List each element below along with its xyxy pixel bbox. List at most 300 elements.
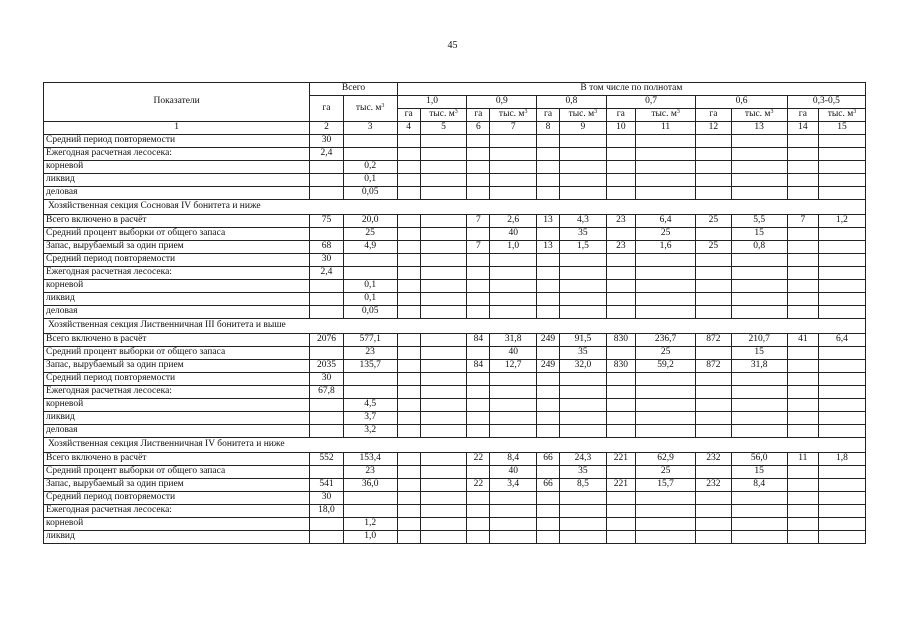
- table-cell: 3,4: [490, 479, 537, 492]
- table-cell: [635, 518, 695, 531]
- table-cell: [343, 492, 397, 505]
- table-cell: [818, 306, 865, 319]
- table-cell: [537, 347, 560, 360]
- table-row: [44, 505, 866, 518]
- table-cell: [537, 386, 560, 399]
- table-cell: [397, 425, 420, 438]
- table-cell: 552: [310, 453, 343, 466]
- table-cell: [397, 453, 420, 466]
- table-cell: [696, 373, 731, 386]
- table-cell: [731, 386, 787, 399]
- table-cell: 3,7: [343, 412, 397, 425]
- table-cell: [635, 399, 695, 412]
- table-cell: [420, 215, 467, 228]
- table-cell: [397, 228, 420, 241]
- table-row: [44, 215, 866, 228]
- table-cell: [606, 135, 635, 148]
- table-cell: [537, 228, 560, 241]
- table-cell: [787, 425, 818, 438]
- table-cell: 66: [537, 453, 560, 466]
- header-density-ha: га: [606, 109, 635, 122]
- table-cell: [818, 228, 865, 241]
- table-cell: [397, 241, 420, 254]
- table-row: [44, 479, 866, 492]
- row-label: Средний период повторяемости: [44, 135, 310, 148]
- table-cell: 11: [787, 453, 818, 466]
- table-cell: [559, 531, 606, 544]
- table-cell: [397, 161, 420, 174]
- table-cell: [787, 492, 818, 505]
- table-cell: [818, 425, 865, 438]
- table-cell: 5,5: [731, 215, 787, 228]
- row-label: деловая: [44, 306, 310, 319]
- table-cell: [818, 531, 865, 544]
- table-cell: [559, 293, 606, 306]
- column-number: 9: [559, 122, 606, 135]
- table-cell: 31,8: [731, 360, 787, 373]
- table-row: [44, 373, 866, 386]
- table-cell: [537, 161, 560, 174]
- table-cell: [467, 293, 490, 306]
- table-cell: [787, 174, 818, 187]
- header-density-vol: тыс. $м^3$: [635, 109, 695, 122]
- table-cell: 67,8: [310, 386, 343, 399]
- table-cell: [537, 399, 560, 412]
- section-title: Хозяйственная секция Сосновая IV бонитета и ниже: [44, 200, 866, 215]
- column-number: 5: [420, 122, 467, 135]
- table-cell: 232: [696, 479, 731, 492]
- table-row: [44, 466, 866, 479]
- row-label: ликвид: [44, 293, 310, 306]
- table-cell: [420, 241, 467, 254]
- table-cell: [731, 373, 787, 386]
- row-label: Запас, вырубаемый за один прием: [44, 241, 310, 254]
- row-label: ликвид: [44, 531, 310, 544]
- table-cell: [731, 293, 787, 306]
- column-number: 11: [635, 122, 695, 135]
- table-cell: 830: [606, 360, 635, 373]
- table-cell: [787, 228, 818, 241]
- table-cell: [696, 187, 731, 200]
- table-cell: [731, 267, 787, 280]
- table-cell: [606, 347, 635, 360]
- table-cell: [420, 518, 467, 531]
- table-cell: 1,0: [343, 531, 397, 544]
- table-row: [44, 228, 866, 241]
- table-cell: [310, 161, 343, 174]
- column-number: 8: [537, 122, 560, 135]
- table-cell: [537, 518, 560, 531]
- table-cell: [397, 412, 420, 425]
- table-cell: [490, 505, 537, 518]
- table-cell: [467, 161, 490, 174]
- table-cell: [420, 267, 467, 280]
- header-density-ha: га: [397, 109, 420, 122]
- table-cell: 541: [310, 479, 343, 492]
- table-row: [44, 386, 866, 399]
- table-cell: [397, 479, 420, 492]
- row-label: Средний процент выборки от общего запаса: [44, 347, 310, 360]
- table-cell: [635, 135, 695, 148]
- table-cell: 15: [731, 466, 787, 479]
- table-cell: [397, 334, 420, 347]
- table-cell: 1,6: [635, 241, 695, 254]
- header-by-density: В том числе по полнотам: [397, 83, 865, 96]
- column-number: 7: [490, 122, 537, 135]
- table-cell: [635, 148, 695, 161]
- table-cell: [635, 386, 695, 399]
- table-cell: [343, 505, 397, 518]
- column-number: 2: [310, 122, 343, 135]
- table-cell: [420, 479, 467, 492]
- table-cell: [467, 228, 490, 241]
- table-cell: [467, 518, 490, 531]
- table-cell: 1,0: [490, 241, 537, 254]
- table-cell: [467, 412, 490, 425]
- table-cell: [606, 228, 635, 241]
- table-row: [44, 293, 866, 306]
- header-indicators: Показатели: [44, 83, 310, 122]
- table-row: [44, 174, 866, 187]
- table-cell: 2,6: [490, 215, 537, 228]
- table-cell: 0,1: [343, 280, 397, 293]
- table-cell: [606, 466, 635, 479]
- table-cell: 68: [310, 241, 343, 254]
- table-cell: [787, 399, 818, 412]
- table-cell: [635, 293, 695, 306]
- table-cell: [818, 479, 865, 492]
- table-cell: [467, 174, 490, 187]
- table-cell: 62,9: [635, 453, 695, 466]
- table-row: [44, 306, 866, 319]
- table-cell: 13: [537, 215, 560, 228]
- row-label: корневой: [44, 280, 310, 293]
- table-cell: [635, 492, 695, 505]
- page-number: 45: [447, 40, 458, 51]
- table-cell: [559, 254, 606, 267]
- table-cell: [818, 280, 865, 293]
- table-cell: [467, 399, 490, 412]
- table-cell: [490, 373, 537, 386]
- column-number: 12: [696, 122, 731, 135]
- column-number: 15: [818, 122, 865, 135]
- table-cell: 8,4: [490, 453, 537, 466]
- table-cell: [696, 505, 731, 518]
- table-cell: [606, 254, 635, 267]
- table-cell: 15: [731, 228, 787, 241]
- table-cell: [343, 373, 397, 386]
- table-cell: [420, 373, 467, 386]
- table-cell: [635, 425, 695, 438]
- header-density-ha: га: [537, 109, 560, 122]
- table-cell: [606, 531, 635, 544]
- table-cell: [490, 492, 537, 505]
- table-cell: 25: [343, 228, 397, 241]
- table-cell: [397, 399, 420, 412]
- table-row: [44, 148, 866, 161]
- table-cell: [731, 306, 787, 319]
- header-total: Всего: [310, 83, 397, 96]
- table-cell: [397, 466, 420, 479]
- row-label: Средний период повторяемости: [44, 254, 310, 267]
- table-cell: [537, 280, 560, 293]
- table-cell: [787, 373, 818, 386]
- table-cell: [490, 306, 537, 319]
- header-density-vol: тыс. $м^3$: [731, 109, 787, 122]
- table-cell: 35: [559, 347, 606, 360]
- table-cell: [787, 466, 818, 479]
- table-cell: [787, 148, 818, 161]
- table-cell: [420, 531, 467, 544]
- table-cell: 4,9: [343, 241, 397, 254]
- table-cell: [537, 373, 560, 386]
- table-cell: [310, 531, 343, 544]
- table-cell: [731, 505, 787, 518]
- table-cell: 232: [696, 453, 731, 466]
- table-cell: [420, 386, 467, 399]
- table-cell: [696, 399, 731, 412]
- row-label: Ежегодная расчетная лесосека:: [44, 148, 310, 161]
- table-cell: [635, 306, 695, 319]
- table-cell: [559, 148, 606, 161]
- table-cell: 75: [310, 215, 343, 228]
- table-cell: [635, 505, 695, 518]
- table-cell: [420, 334, 467, 347]
- table-cell: [397, 215, 420, 228]
- table-cell: [559, 425, 606, 438]
- table-cell: [818, 267, 865, 280]
- table-cell: 25: [696, 215, 731, 228]
- table-cell: [467, 280, 490, 293]
- table-cell: 872: [696, 334, 731, 347]
- table-cell: 0,2: [343, 161, 397, 174]
- row-label: Ежегодная расчетная лесосека:: [44, 386, 310, 399]
- table-row: [44, 453, 866, 466]
- table-cell: 56,0: [731, 453, 787, 466]
- table-cell: [537, 293, 560, 306]
- table-cell: 1,2: [343, 518, 397, 531]
- table-row: [44, 399, 866, 412]
- table-cell: 15,7: [635, 479, 695, 492]
- table-cell: [696, 412, 731, 425]
- table-cell: [537, 135, 560, 148]
- table-cell: 153,4: [343, 453, 397, 466]
- table-cell: [606, 492, 635, 505]
- table-cell: 32,0: [559, 360, 606, 373]
- table-cell: 25: [635, 228, 695, 241]
- table-cell: [787, 187, 818, 200]
- table-row: [44, 518, 866, 531]
- table-row: [44, 280, 866, 293]
- table-cell: [490, 254, 537, 267]
- table-cell: [397, 135, 420, 148]
- row-label: корневой: [44, 161, 310, 174]
- table-cell: [343, 148, 397, 161]
- table-cell: [490, 293, 537, 306]
- table-cell: [818, 412, 865, 425]
- table-cell: [537, 425, 560, 438]
- table-cell: [397, 386, 420, 399]
- table-cell: [787, 518, 818, 531]
- table-cell: 6,4: [635, 215, 695, 228]
- row-label: Средний процент выборки от общего запаса: [44, 228, 310, 241]
- table-cell: [818, 148, 865, 161]
- table-cell: [310, 425, 343, 438]
- table-cell: [696, 492, 731, 505]
- row-label: корневой: [44, 518, 310, 531]
- table-cell: 25: [635, 347, 695, 360]
- table-cell: [420, 228, 467, 241]
- table-row: [44, 241, 866, 254]
- table-row: [44, 347, 866, 360]
- table-cell: [559, 187, 606, 200]
- row-label: Средний период повторяемости: [44, 492, 310, 505]
- table-cell: [537, 306, 560, 319]
- table-cell: [559, 174, 606, 187]
- column-number: 1: [44, 122, 310, 135]
- table-cell: [397, 148, 420, 161]
- table-cell: [818, 518, 865, 531]
- table-cell: [731, 254, 787, 267]
- table-cell: [696, 228, 731, 241]
- header-density: 0,9: [467, 96, 537, 109]
- table-cell: [397, 267, 420, 280]
- table-cell: [397, 518, 420, 531]
- table-cell: [420, 280, 467, 293]
- table-cell: 30: [310, 492, 343, 505]
- section-row: [44, 319, 866, 334]
- table-cell: 41: [787, 334, 818, 347]
- header-density-vol: тыс. $м^3$: [818, 109, 865, 122]
- table-cell: [490, 174, 537, 187]
- table-cell: [559, 518, 606, 531]
- table-cell: [343, 135, 397, 148]
- table-cell: 15: [731, 347, 787, 360]
- table-cell: [420, 293, 467, 306]
- table-cell: 236,7: [635, 334, 695, 347]
- table-cell: 66: [537, 479, 560, 492]
- table-cell: [606, 412, 635, 425]
- table-cell: [696, 254, 731, 267]
- table-cell: [537, 254, 560, 267]
- table-cell: [310, 187, 343, 200]
- table-cell: [397, 505, 420, 518]
- table-cell: 25: [635, 466, 695, 479]
- row-label: Всего включено в расчёт: [44, 334, 310, 347]
- section-row: [44, 200, 866, 215]
- table-row: [44, 412, 866, 425]
- table-cell: [420, 425, 467, 438]
- table-cell: 0,05: [343, 306, 397, 319]
- table-cell: 872: [696, 360, 731, 373]
- table-cell: 12,7: [490, 360, 537, 373]
- table-cell: [467, 148, 490, 161]
- column-number: 14: [787, 122, 818, 135]
- table-row: [44, 254, 866, 267]
- table-cell: [420, 360, 467, 373]
- table-cell: [537, 412, 560, 425]
- table-cell: [696, 280, 731, 293]
- table-cell: 40: [490, 347, 537, 360]
- table-cell: [606, 399, 635, 412]
- table-cell: [787, 254, 818, 267]
- table-cell: 18,0: [310, 505, 343, 518]
- row-label: Ежегодная расчетная лесосека:: [44, 267, 310, 280]
- table-row: [44, 492, 866, 505]
- table-cell: [635, 280, 695, 293]
- table-cell: [310, 518, 343, 531]
- table-cell: 7: [467, 241, 490, 254]
- table-cell: [467, 254, 490, 267]
- table-cell: 35: [559, 466, 606, 479]
- column-number: 6: [467, 122, 490, 135]
- row-label: ликвид: [44, 174, 310, 187]
- table-cell: [559, 161, 606, 174]
- table-cell: [420, 254, 467, 267]
- table-cell: [818, 373, 865, 386]
- table-row: [44, 334, 866, 347]
- table-cell: [397, 360, 420, 373]
- table-cell: [467, 425, 490, 438]
- table-cell: 0,8: [731, 241, 787, 254]
- table-cell: [731, 399, 787, 412]
- header-density-vol: тыс. $м^3$: [490, 109, 537, 122]
- table-cell: [696, 148, 731, 161]
- row-label: Средний процент выборки от общего запаса: [44, 466, 310, 479]
- table-cell: [731, 174, 787, 187]
- table-cell: [397, 254, 420, 267]
- row-label: деловая: [44, 187, 310, 200]
- row-label: Ежегодная расчетная лесосека:: [44, 505, 310, 518]
- table-cell: [606, 293, 635, 306]
- table-cell: [559, 505, 606, 518]
- table-cell: 84: [467, 334, 490, 347]
- table-cell: [310, 293, 343, 306]
- table-cell: [490, 518, 537, 531]
- table-cell: [559, 412, 606, 425]
- header-density-ha: га: [787, 109, 818, 122]
- table-cell: [467, 187, 490, 200]
- table-row: [44, 187, 866, 200]
- table-cell: [731, 148, 787, 161]
- table-cell: [696, 267, 731, 280]
- table-cell: [606, 518, 635, 531]
- header-density-ha: га: [696, 109, 731, 122]
- table-cell: [490, 412, 537, 425]
- table-cell: [635, 174, 695, 187]
- table-cell: [310, 466, 343, 479]
- table-cell: [606, 187, 635, 200]
- table-cell: [818, 466, 865, 479]
- table-cell: 13: [537, 241, 560, 254]
- table-cell: [467, 531, 490, 544]
- table-cell: 1,5: [559, 241, 606, 254]
- row-label: Запас, вырубаемый за один прием: [44, 360, 310, 373]
- table-cell: 7: [787, 215, 818, 228]
- table-cell: 8,4: [731, 479, 787, 492]
- table-cell: 23: [606, 241, 635, 254]
- header-density: 0,8: [537, 96, 607, 109]
- table-cell: [606, 306, 635, 319]
- table-cell: 31,8: [490, 334, 537, 347]
- table-cell: [397, 347, 420, 360]
- table-cell: [606, 161, 635, 174]
- table-cell: 8,5: [559, 479, 606, 492]
- table-cell: [490, 161, 537, 174]
- table-cell: [731, 492, 787, 505]
- table-row: [44, 161, 866, 174]
- table-cell: [731, 412, 787, 425]
